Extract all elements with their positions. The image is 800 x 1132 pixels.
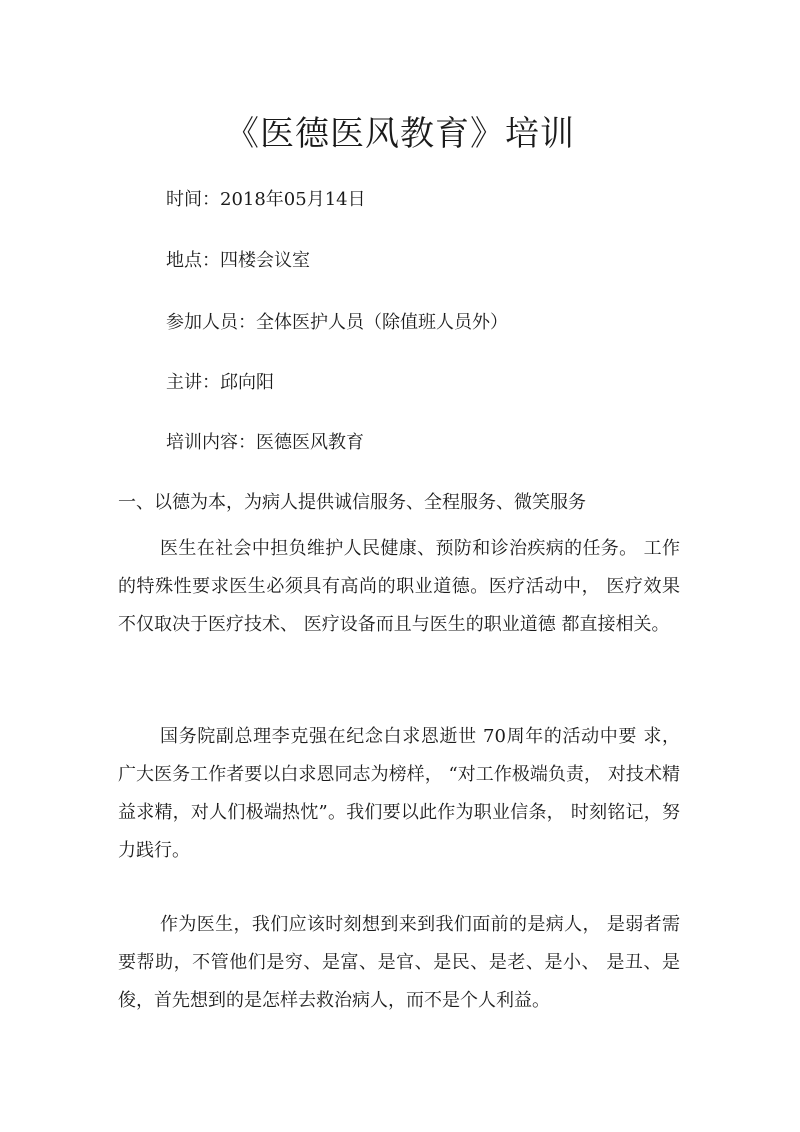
meta-location: 地点：四楼会议室 xyxy=(166,250,310,271)
meta-content: 培训内容：医德医风教育 xyxy=(166,432,364,453)
meta-participants: 参加人员：全体医护人员（除值班人员外） xyxy=(166,312,508,333)
paragraph: 作为医生，我们应该时刻想到来到我们面前的是病人， 是弱者需要帮助，不管他们是穷、是富、是官、是民、是老、是小、 是丑、是俊，首先想到的是怎样去救治病人，而不是个人利益。 xyxy=(118,914,680,1011)
paragraph: 医生在社会中担负维护人民健康、预防和诊治疾病的任务。 工作的特殊性要求医生必须具有高尚的职业道德。医疗活动中， 医疗效果不仅取决于医疗技术、 医疗设备而且与医生的职业道德 都直接相关。 xyxy=(118,538,680,635)
section-heading: 一、以德为本，为病人提供诚信服务、全程服务、微笑服务 xyxy=(118,492,586,513)
meta-speaker: 主讲：邱向阳 xyxy=(166,372,274,393)
meta-time: 时间：2018年05月14日 xyxy=(166,189,366,210)
document-title: 《医德医风教育》培训 xyxy=(225,114,575,154)
paragraph: 国务院副总理李克强在纪念白求恩逝世 70周年的活动中要 求，广大医务工作者要以白求恩同志为榜样， “对工作极端负责， 对技术精益求精，对人们极端热忱”。我们要以此作为职业信条， 时刻铭记，努力践行。 xyxy=(118,726,680,861)
